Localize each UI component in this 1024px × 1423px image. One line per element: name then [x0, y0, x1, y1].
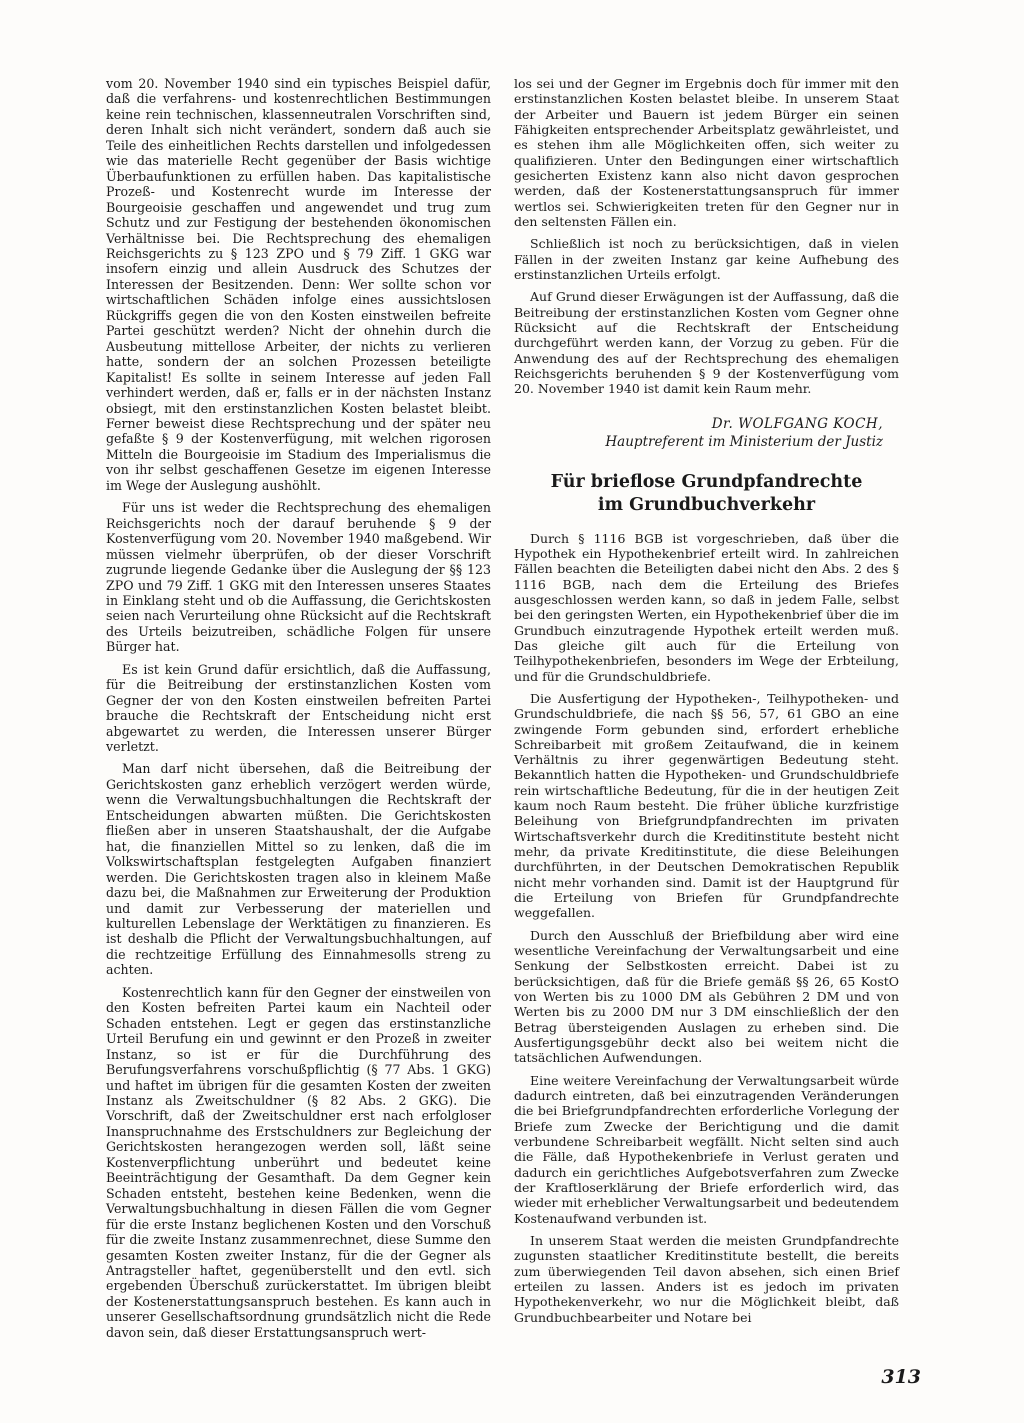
- article-title: [514, 471, 899, 517]
- right-column: [514, 76, 899, 1332]
- paragraph: Man darf nicht übersehen, daß die Beitreibung der Gerichtskosten ganz erheblich verzögert werden würde, wenn die Verwaltungsbuchhaltungen die Rechtskraft der Entscheidungen abwarten müßten. Die Gerichtskosten fließen aber in unseren Staatshaushalt, der die Aufgabe hat, die finanziellen Mittel so zu lenken, daß die im Volkswirtschaftsplan festgelegten Aufgaben finanziert werden. Die Gerichtskosten tragen also in kleinem Maße dazu bei, die Maßnahmen zur Erweiterung der Produktion und damit zur Verbesserung der materiellen und kulturellen Lebenslage der Werktätigen zu finanzieren. Es ist deshalb die Pflicht der Verwaltungsbuchhaltungen, auf die rechtzeitige Erfüllung des Einnahmesolls streng zu achten.: [106, 761, 491, 978]
- paragraph: Eine weitere Vereinfachung der Verwaltungsarbeit würde dadurch eintreten, daß bei einzutragenden Veränderungen die bei Briefgrundpfandrechten erforderliche Vorlegung der Briefe zum Zwecke der Berichtigung und die damit verbundene Schreibarbeit wegfällt. Nicht selten sind auch die Fälle, daß Hypothekenbriefe in Verlust geraten und dadurch ein gerichtliches Aufgebotsverfahren zum Zwecke der Kraftloserklärung der Briefe erforderlich wird, das wieder mit erheblicher Verwaltungsarbeit und bedeutendem Kostenaufwand verbunden ist.: [514, 1072, 899, 1226]
- paragraph: Durch § 1116 BGB ist vorgeschrieben, daß über die Hypothek ein Hypothekenbrief erteilt wird. In zahlreichen Fällen beachten die Beteiligten dabei nicht den Abs. 2 des § 1116 BGB, nach dem die Erteilung des Briefes ausgeschlossen werden kann, so daß in jedem Falle, selbst bei den geringsten Werten, ein Hypothekenbrief über die im Grundbuch einzutragende Hypothek erteilt werden muß. Das gleiche gilt auch für die Erteilung von Teilhypothekenbriefen, besonders im Wege der Erbteilung, und für die Grundschuldbriefe.: [514, 530, 899, 684]
- paragraph: vom 20. November 1940 sind ein typisches Beispiel dafür, daß die verfahrens- und kostenrechtlichen Bestimmungen keine rein technischen, klassenneutralen Vorschriften sind, deren Inhalt sich nicht verändert, sondern daß auch sie Teile des einheitlichen Rechts darstellen und infolgedessen wie das materielle Recht gegenüber der Basis wichtige Überbaufunktionen zu erfüllen haben. Das kapitalistische Prozeß- und Kostenrecht wurde im Interesse der Bourgeoisie geschaffen und angewendet und trug zum Schutz und zur Festigung der bestehenden ökonomischen Verhältnisse bei. Die Rechtsprechung des ehemaligen Reichsgerichts zu § 123 ZPO und § 79 Ziff. 1 GKG war insofern einzig und allein Ausdruck des Schutzes der Interessen der Besitzenden. Denn: Wer sollte schon vor wirtschaftlichen Schäden infolge eines aussichtslosen Rückgriffs gegen die von den Kosten einstweilen befreite Partei geschützt werden? Nicht der ohnehin durch die Ausbeutung mittellose Arbeiter, der nichts zu verlieren hatte, sondern der an solchen Prozessen beteiligte Kapitalist! Es sollte in seinem Interesse auf jeden Fall verhindert werden, daß er, falls er in der nächsten Instanz obsiegt, mit den erstinstanzlichen Kosten belastet bleibt. Ferner beweist diese Rechtsprechung und der später neu gefaßte § 9 der Kostenverfügung, mit welchen rigorosen Mitteln die Bourgeoisie im Stadium des Imperialismus die von ihr selbst geschaffenen Gesetze im eigenen Interesse im Wege der Auslegung aushöhlt.: [106, 76, 491, 493]
- paragraph: Auf Grund dieser Erwägungen ist der Auffassung, daß die Beitreibung der erstinstanzlichen Kosten vom Gegner ohne Rücksicht auf die Rechtskraft der Entscheidung durchgeführt werden kann, der Vorzug zu geben. Für die Anwendung des auf der Rechtsprechung des ehemaligen Reichsgerichts beruhenden § 9 der Kostenverfügung vom 20. November 1940 ist damit kein Raum mehr.: [514, 289, 899, 397]
- author-role: Hauptreferent im Ministerium der Justiz: [605, 433, 883, 450]
- paragraph: Schließlich ist noch zu berücksichtigen, daß in vielen Fällen in der zweiten Instanz gar keine Aufhebung des erstinstanzlichen Urteils erfolgt.: [514, 236, 899, 282]
- article-title-line: im Grundbuchverkehr: [597, 494, 816, 515]
- paragraph: los sei und der Gegner im Ergebnis doch für immer mit den erstinstanzlichen Kosten belastet bleibe. In unserem Staat der Arbeiter und Bauern ist jedem Bürger ein seinen Fähigkeiten entsprechender Arbeitsplatz gewährleistet, und es stehen ihm alle Möglichkeiten offen, sich weiter zu qualifizieren. Unter den Bedingungen einer wirtschaftlich gesicherten Existenz kann also nicht davon gesprochen werden, daß der Kostenerstattungsanspruch für immer wertlos sei. Schwierigkeiten treten für den Gegner nur in den seltensten Fällen ein.: [514, 76, 899, 229]
- author-name: Dr. WOLFGANG KOCH,: [711, 415, 883, 432]
- article-title-line: Für brieflose Grundpfandrechte: [550, 471, 863, 492]
- page-number: 313: [881, 1366, 921, 1388]
- paragraph: Die Ausfertigung der Hypotheken-, Teilhypotheken- und Grundschuldbriefe, die nach §§ 56, 57, 61 GBO an eine zwingende Form gebunden sind, erfordert erhebliche Schreibarbeit mit großem Zeitaufwand, die in keinem Verhältnis zu ihrer gegenwärtigen Bedeutung steht. Bekanntlich hatten die Hypotheken- und Grundschuldbriefe rein wirtschaftliche Bedeutung, für die in der heutigen Zeit kaum noch Raum besteht. Die früher übliche kurzfristige Beleihung von Briefgrundpfandrechten im privaten Wirtschaftsverkehr durch die Kreditinstitute besteht nicht mehr, da private Kreditinstitute, die diese Beleihungen durchführten, in der Deutschen Demokratischen Republik nicht mehr vorhanden sind. Damit ist der Hauptgrund für die Erteilung von Briefen für Grundpfandrechte weggefallen.: [514, 690, 899, 921]
- paragraph: In unserem Staat werden die meisten Grundpfandrechte zugunsten staatlicher Kreditinstitute bestellt, die bereits zum überwiegenden Teil davon absehen, sich einen Brief erteilen zu lassen. Anders ist es jedoch im privaten Hypothekenverkehr, wo nur die Möglichkeit bleibt, daß Grundbuchbearbeiter und Notare bei: [514, 1233, 899, 1325]
- paragraph: Es ist kein Grund dafür ersichtlich, daß die Auffassung, für die Beitreibung der erstinstanzlichen Kosten vom Gegner der von den Kosten einstweilen befreiten Partei brauche die Rechtskraft der Entscheidung nicht erst abgewartet zu werden, die Interessen unserer Bürger verletzt.: [106, 661, 491, 755]
- left-column: [106, 76, 491, 1347]
- paragraph: Für uns ist weder die Rechtsprechung des ehemaligen Reichsgerichts noch der darauf beruhende § 9 der Kostenverfügung vom 20. November 1940 maßgebend. Wir müssen vielmehr überprüfen, ob der dieser Vorschrift zugrunde liegende Gedanke über die Auslegung der §§ 123 ZPO und 79 Ziff. 1 GKG mit den Interessen unseres Staates in Einklang steht und ob die Auffassung, die Gerichtskosten seien nach Verurteilung ohne Rücksicht auf die Rechtskraft des Urteils beizutreiben, schädliche Folgen für unsere Bürger hat.: [106, 500, 491, 655]
- paragraph: Durch den Ausschluß der Briefbildung aber wird eine wesentliche Vereinfachung der Verwaltungsarbeit und eine Senkung der Selbstkosten erreicht. Dabei ist zu berücksichtigen, daß für die Briefe gemäß §§ 26, 65 KostO von Werten bis zu 1000 DM als Gebühren 2 DM und von Werten bis zu 2000 DM nur 3 DM einschließlich der den Betrag übersteigenden Auslagen zu erheben sind. Die Ausfertigungsgebühr deckt also bei weitem nicht die tatsächlichen Aufwendungen.: [514, 927, 899, 1066]
- paragraph: Kostenrechtlich kann für den Gegner der einstweilen von den Kosten befreiten Partei kaum ein Nachteil oder Schaden entstehen. Legt er gegen das erstinstanzliche Urteil Berufung ein und gewinnt er den Prozeß in zweiter Instanz, so ist er für die Durchführung des Berufungsverfahrens vorschußpflichtig (§ 77 Abs. 1 GKG) und haftet im übrigen für die gesamten Kosten der zweiten Instanz als Zweitschuldner (§ 82 Abs. 2 GKG). Die Vorschrift, daß der Zweitschuldner erst nach erfolgloser Inanspruchnahme des Erstschuldners zur Begleichung der Gerichtskosten herangezogen werden soll, läßt seine Kostenverpflichtung unberührt und bedeutet keine Beeinträchtigung der Gesamthaft. Da dem Gegner kein Schaden entsteht, bestehen keine Bedenken, wenn die Verwaltungsbuchhaltung in diesen Fällen die vom Gegner für die erste Instanz beglichenen Kosten und den Vorschuß für die zweite Instanz zusammenrechnet, diese Summe den gesamten Kosten zweiter Instanz, für die der Gegner als Antragsteller haftet, gegenüberstellt und den evtl. sich ergebenden Überschuß zurückerstattet. Im übrigen bleibt der Kostenerstattungsanspruch bestehen. Es kann auch in unserer Gesellschaftsordnung grundsätzlich nicht die Rede davon sein, daß dieser Erstattungsanspruch wert-: [106, 984, 491, 1340]
- author-signature: [514, 415, 899, 451]
